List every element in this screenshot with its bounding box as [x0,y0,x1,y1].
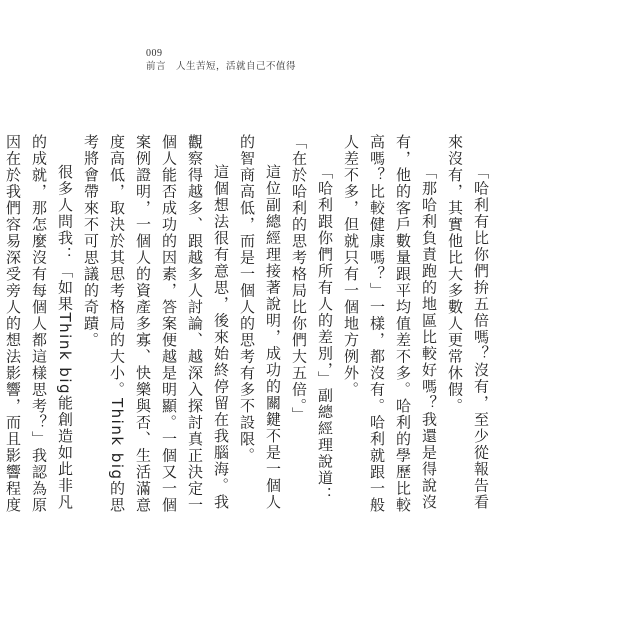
paragraph: 很多人問我：「如果Think big能創造如此非凡的成就，那怎麼沒有每個人都這樣思考？」我認為原因在於我們容易深受旁人的想法影響，而且影響程度 [4,134,74,514]
paragraph: 「哈利有比你們拚五倍嗎？沒有，至少從報告看來沒有，其實他比大多數人更常休假。 [446,134,490,511]
paragraph: 這位副總經理接著說明，成功的關鍵不是一個人的智商高低，而是一個人的思考有多不設限。 [238,134,282,511]
paragraph: 「那哈利負責跑的地區比較好嗎？我還是得說沒有，他的客戶數量跟平均值差不多。哈利的學歷比較高嗎？比較健康嗎？」一樣，都沒有。哈利就跟一般人差不多，但就只有一個地方例外。 [342,134,438,514]
paragraph: 這個想法很有意思，後來始終停留在我腦海。我觀察得越多、跟越多人討論、越深入探討真正決定一個人能否成功的因素，答案便越是明顯。一個又一個案例證明，一個人的資產多寡、快樂與否、生活滿意度高低，取決於其思考格局的大小。Think big的思考將會帶來不可思議的奇蹟。 [82,134,230,514]
body-text [4,134,494,514]
running-title: 前言 人生苦短，活就自己不值得 [146,60,297,72]
page-header [146,47,296,73]
page-number: 009 [146,48,163,59]
paragraph: 「哈利跟你們所有人的差別，」副總經理說道：「在於哈利的思考格局比你們大五倍。」 [290,134,334,503]
